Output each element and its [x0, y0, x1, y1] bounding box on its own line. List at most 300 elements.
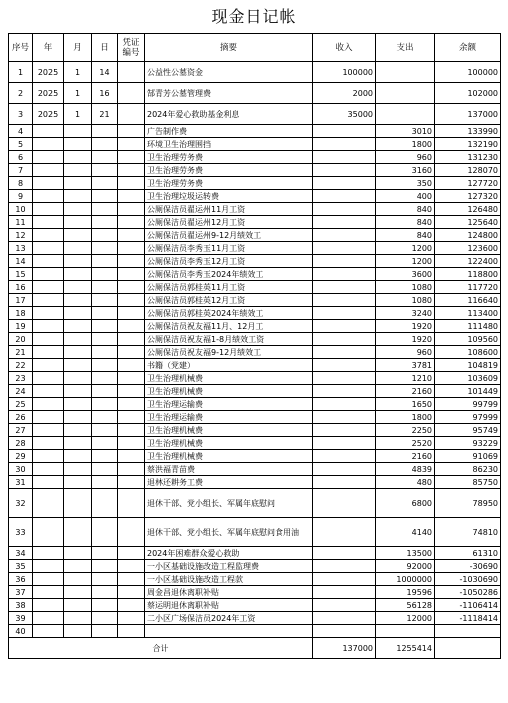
- cell-day: [92, 346, 118, 359]
- table-row: [9, 281, 501, 294]
- cell-expense: 1800: [376, 411, 435, 424]
- cell-voucher: [118, 411, 145, 424]
- cell-voucher: [118, 573, 145, 586]
- cell-year: 2025: [33, 104, 64, 125]
- cell-month: [64, 599, 92, 612]
- table-row: [9, 307, 501, 320]
- cell-day: 21: [92, 104, 118, 125]
- cell-voucher: [118, 125, 145, 138]
- cell-year: 2025: [33, 62, 64, 83]
- cell-year: [33, 547, 64, 560]
- table-row: [9, 476, 501, 489]
- table-row: [9, 586, 501, 599]
- cell-summary: 公厕保洁员郭桂英2024年绩效工: [145, 307, 313, 320]
- cell-income: [313, 437, 376, 450]
- cell-year: [33, 294, 64, 307]
- cell-income: [313, 463, 376, 476]
- cell-day: [92, 573, 118, 586]
- cash-ledger-table: [8, 33, 501, 659]
- cell-seq: 9: [9, 190, 33, 203]
- cell-voucher: [118, 372, 145, 385]
- cell-balance: 131230: [435, 151, 501, 164]
- cell-expense: [376, 62, 435, 83]
- cell-income: [313, 518, 376, 547]
- table-row: [9, 359, 501, 372]
- cell-day: 14: [92, 62, 118, 83]
- cell-year: [33, 411, 64, 424]
- cell-balance: 102000: [435, 83, 501, 104]
- cell-voucher: [118, 294, 145, 307]
- cell-voucher: [118, 83, 145, 104]
- cell-balance: 109560: [435, 333, 501, 346]
- cell-year: [33, 216, 64, 229]
- cell-summary: 卫生治理机械费: [145, 437, 313, 450]
- cell-year: [33, 372, 64, 385]
- table-row: [9, 125, 501, 138]
- cell-expense: 1080: [376, 281, 435, 294]
- cell-voucher: [118, 281, 145, 294]
- cell-income: [313, 255, 376, 268]
- table-row: [9, 83, 501, 104]
- cell-day: [92, 229, 118, 242]
- total-row: [9, 638, 501, 659]
- cell-expense: 960: [376, 346, 435, 359]
- table-row: [9, 424, 501, 437]
- cell-income: [313, 599, 376, 612]
- cell-month: [64, 216, 92, 229]
- cell-year: [33, 255, 64, 268]
- cell-expense: [376, 83, 435, 104]
- cell-seq: 13: [9, 242, 33, 255]
- cell-income: [313, 307, 376, 320]
- cell-seq: 36: [9, 573, 33, 586]
- cell-expense: 3781: [376, 359, 435, 372]
- cell-balance: 118800: [435, 268, 501, 281]
- cell-month: 1: [64, 104, 92, 125]
- cell-day: [92, 307, 118, 320]
- header-year: 年: [33, 34, 64, 62]
- table-row: [9, 547, 501, 560]
- cell-year: [33, 177, 64, 190]
- cell-income: [313, 242, 376, 255]
- cell-voucher: [118, 151, 145, 164]
- cell-month: [64, 307, 92, 320]
- cell-year: [33, 476, 64, 489]
- header-voucher: 凭证编号: [118, 34, 145, 62]
- cell-voucher: [118, 242, 145, 255]
- cell-voucher: [118, 62, 145, 83]
- cell-seq: 11: [9, 216, 33, 229]
- cell-voucher: [118, 216, 145, 229]
- cell-expense: 840: [376, 229, 435, 242]
- table-row: [9, 268, 501, 281]
- cell-voucher: [118, 450, 145, 463]
- table-row: [9, 573, 501, 586]
- cell-income: [313, 294, 376, 307]
- cell-summary: 卫生治理机械费: [145, 372, 313, 385]
- cell-income: 35000: [313, 104, 376, 125]
- cell-year: [33, 190, 64, 203]
- cell-balance: -1118414: [435, 612, 501, 625]
- cell-year: [33, 333, 64, 346]
- cell-income: [313, 489, 376, 518]
- cell-summary: 蔡洪福青苗费: [145, 463, 313, 476]
- cell-income: [313, 190, 376, 203]
- table-row: [9, 625, 501, 638]
- table-row: [9, 333, 501, 346]
- cell-seq: 12: [9, 229, 33, 242]
- cell-voucher: [118, 138, 145, 151]
- cell-summary: 公厕保洁员郭桂英11月工资: [145, 281, 313, 294]
- cell-expense: 3160: [376, 164, 435, 177]
- cell-expense: 19596: [376, 586, 435, 599]
- cell-balance: 108600: [435, 346, 501, 359]
- cell-year: [33, 242, 64, 255]
- cell-year: [33, 424, 64, 437]
- cell-summary: 一小区基础设施改造工程款: [145, 573, 313, 586]
- cell-day: [92, 203, 118, 216]
- cell-summary: 2024年困难群众爱心救助: [145, 547, 313, 560]
- cell-expense: 4839: [376, 463, 435, 476]
- cell-day: [92, 268, 118, 281]
- cell-voucher: [118, 463, 145, 476]
- cell-income: [313, 359, 376, 372]
- cell-year: [33, 437, 64, 450]
- table-row: [9, 190, 501, 203]
- cell-month: [64, 320, 92, 333]
- cell-year: [33, 320, 64, 333]
- cell-seq: 22: [9, 359, 33, 372]
- cell-year: [33, 612, 64, 625]
- table-row: [9, 612, 501, 625]
- cell-income: [313, 385, 376, 398]
- cell-year: [33, 586, 64, 599]
- cell-month: [64, 333, 92, 346]
- cell-year: [33, 450, 64, 463]
- cell-balance: 99799: [435, 398, 501, 411]
- cell-summary: 环境卫生治理围挡: [145, 138, 313, 151]
- table-row: [9, 385, 501, 398]
- cell-expense: 2520: [376, 437, 435, 450]
- cell-seq: 32: [9, 489, 33, 518]
- cell-seq: 33: [9, 518, 33, 547]
- cell-summary: 公厕保洁员郭桂英12月工资: [145, 294, 313, 307]
- cell-month: [64, 372, 92, 385]
- cell-day: [92, 437, 118, 450]
- cell-voucher: [118, 359, 145, 372]
- cell-year: [33, 151, 64, 164]
- cell-seq: 38: [9, 599, 33, 612]
- cell-summary: 公益性公墓资金: [145, 62, 313, 83]
- cell-day: [92, 586, 118, 599]
- cell-day: [92, 320, 118, 333]
- cell-day: [92, 518, 118, 547]
- cell-day: [92, 177, 118, 190]
- cell-voucher: [118, 437, 145, 450]
- cell-day: [92, 372, 118, 385]
- cell-expense: 1920: [376, 320, 435, 333]
- cell-balance: -30690: [435, 560, 501, 573]
- cell-summary: 郜青芳公墓管理费: [145, 83, 313, 104]
- cell-voucher: [118, 398, 145, 411]
- cell-summary: 卫生治理机械费: [145, 424, 313, 437]
- cell-month: [64, 346, 92, 359]
- cell-voucher: [118, 307, 145, 320]
- cell-expense: 2160: [376, 450, 435, 463]
- table-body: [9, 62, 501, 638]
- cell-summary: 广告制作费: [145, 125, 313, 138]
- total-income: 137000: [313, 638, 376, 659]
- cell-summary: 卫生治理劳务费: [145, 151, 313, 164]
- cell-expense: 4140: [376, 518, 435, 547]
- table-row: [9, 164, 501, 177]
- cell-year: [33, 307, 64, 320]
- cell-year: [33, 463, 64, 476]
- cell-summary: 公厕保洁员李秀玉12月工资: [145, 255, 313, 268]
- cell-expense: 960: [376, 151, 435, 164]
- header-month: 月: [64, 34, 92, 62]
- cell-income: [313, 216, 376, 229]
- table-header-row: [9, 34, 501, 62]
- cell-month: [64, 385, 92, 398]
- cell-voucher: [118, 346, 145, 359]
- cell-balance: 116640: [435, 294, 501, 307]
- cell-income: [313, 229, 376, 242]
- cell-day: [92, 255, 118, 268]
- cell-seq: 3: [9, 104, 33, 125]
- cell-expense: 13500: [376, 547, 435, 560]
- cell-expense: [376, 104, 435, 125]
- cell-month: [64, 437, 92, 450]
- cell-expense: [376, 625, 435, 638]
- cell-month: [64, 424, 92, 437]
- cell-summary: 二小区广场保洁员2024年工资: [145, 612, 313, 625]
- cell-month: [64, 125, 92, 138]
- cell-voucher: [118, 177, 145, 190]
- cell-day: [92, 216, 118, 229]
- cell-month: [64, 398, 92, 411]
- cell-day: [92, 242, 118, 255]
- cell-summary: 卫生治理运输费: [145, 411, 313, 424]
- cell-income: [313, 573, 376, 586]
- table-row: [9, 398, 501, 411]
- cell-expense: 840: [376, 203, 435, 216]
- cell-voucher: [118, 190, 145, 203]
- cell-income: 100000: [313, 62, 376, 83]
- cell-income: [313, 281, 376, 294]
- cell-summary: 卫生治理垃圾运转费: [145, 190, 313, 203]
- cell-month: [64, 586, 92, 599]
- cell-expense: 2160: [376, 385, 435, 398]
- table-row: [9, 320, 501, 333]
- cell-month: [64, 229, 92, 242]
- cell-seq: 7: [9, 164, 33, 177]
- cell-seq: 19: [9, 320, 33, 333]
- cell-seq: 30: [9, 463, 33, 476]
- cell-seq: 29: [9, 450, 33, 463]
- cell-day: [92, 625, 118, 638]
- cell-income: [313, 560, 376, 573]
- cell-balance: 113400: [435, 307, 501, 320]
- cell-summary: 2024年爱心救助基金利息: [145, 104, 313, 125]
- cell-income: [313, 625, 376, 638]
- cell-day: [92, 476, 118, 489]
- cell-month: [64, 463, 92, 476]
- cell-seq: 20: [9, 333, 33, 346]
- cell-seq: 25: [9, 398, 33, 411]
- page-title: 现金日记帐: [211, 7, 297, 26]
- cell-month: [64, 489, 92, 518]
- cell-income: [313, 586, 376, 599]
- cell-voucher: [118, 518, 145, 547]
- cell-income: [313, 138, 376, 151]
- cell-day: [92, 560, 118, 573]
- cell-balance: 86230: [435, 463, 501, 476]
- cell-summary: 卫生治理劳务费: [145, 177, 313, 190]
- cell-month: [64, 177, 92, 190]
- cell-year: [33, 560, 64, 573]
- table-row: [9, 560, 501, 573]
- cell-month: [64, 573, 92, 586]
- cell-summary: 公厕保洁员李秀玉2024年绩效工: [145, 268, 313, 281]
- cell-seq: 26: [9, 411, 33, 424]
- cell-month: [64, 612, 92, 625]
- cell-income: [313, 476, 376, 489]
- cell-voucher: [118, 268, 145, 281]
- cell-balance: 127320: [435, 190, 501, 203]
- cell-year: [33, 125, 64, 138]
- cell-seq: 31: [9, 476, 33, 489]
- total-expense: 1255414: [376, 638, 435, 659]
- cell-expense: 1650: [376, 398, 435, 411]
- cell-day: [92, 450, 118, 463]
- cell-month: [64, 476, 92, 489]
- cell-expense: 3600: [376, 268, 435, 281]
- cell-voucher: [118, 489, 145, 518]
- table-row: [9, 450, 501, 463]
- cell-year: [33, 625, 64, 638]
- cell-expense: 6800: [376, 489, 435, 518]
- cell-day: [92, 599, 118, 612]
- cell-expense: 1080: [376, 294, 435, 307]
- cell-day: 16: [92, 83, 118, 104]
- cell-summary: 公厕保洁员祝友福9-12月绩效工: [145, 346, 313, 359]
- cell-voucher: [118, 255, 145, 268]
- cell-income: [313, 151, 376, 164]
- cell-year: [33, 229, 64, 242]
- cell-year: [33, 398, 64, 411]
- cell-day: [92, 190, 118, 203]
- cell-balance: 137000: [435, 104, 501, 125]
- cell-income: [313, 411, 376, 424]
- cell-month: [64, 138, 92, 151]
- cell-balance: 74810: [435, 518, 501, 547]
- cell-year: [33, 518, 64, 547]
- cell-summary: 公厕保洁员翟运州12月工资: [145, 216, 313, 229]
- header-seq: 序号: [9, 34, 33, 62]
- cell-balance: 124800: [435, 229, 501, 242]
- table-row: [9, 151, 501, 164]
- header-income: 收入: [313, 34, 376, 62]
- cell-income: [313, 398, 376, 411]
- cell-voucher: [118, 424, 145, 437]
- table-row: [9, 437, 501, 450]
- table-row: [9, 489, 501, 518]
- cell-voucher: [118, 385, 145, 398]
- header-day: 日: [92, 34, 118, 62]
- table-row: [9, 372, 501, 385]
- cell-income: [313, 320, 376, 333]
- cell-voucher: [118, 599, 145, 612]
- cell-month: [64, 255, 92, 268]
- cell-balance: -1030690: [435, 573, 501, 586]
- cell-summary: [145, 625, 313, 638]
- cell-balance: 133990: [435, 125, 501, 138]
- cell-day: [92, 359, 118, 372]
- total-label: 合计: [9, 638, 313, 659]
- cell-day: [92, 294, 118, 307]
- cell-summary: 公厕保洁员祝友福11月、12月工: [145, 320, 313, 333]
- cell-seq: 24: [9, 385, 33, 398]
- cell-balance: 85750: [435, 476, 501, 489]
- cell-month: [64, 359, 92, 372]
- cell-income: [313, 177, 376, 190]
- cell-seq: 15: [9, 268, 33, 281]
- cell-voucher: [118, 164, 145, 177]
- cell-income: [313, 346, 376, 359]
- cell-day: [92, 281, 118, 294]
- table-row: [9, 518, 501, 547]
- cell-summary: 公厕保洁员李秀玉11月工资: [145, 242, 313, 255]
- cell-month: 1: [64, 83, 92, 104]
- cell-year: [33, 359, 64, 372]
- cell-year: [33, 203, 64, 216]
- cell-month: [64, 151, 92, 164]
- cell-seq: 35: [9, 560, 33, 573]
- cell-summary: 卫生治理劳务费: [145, 164, 313, 177]
- cell-day: [92, 424, 118, 437]
- cell-month: [64, 190, 92, 203]
- cell-day: [92, 138, 118, 151]
- cell-seq: 39: [9, 612, 33, 625]
- cell-voucher: [118, 229, 145, 242]
- cell-income: 2000: [313, 83, 376, 104]
- cell-seq: 6: [9, 151, 33, 164]
- cell-income: [313, 612, 376, 625]
- cell-year: [33, 599, 64, 612]
- cell-month: [64, 560, 92, 573]
- cell-seq: 34: [9, 547, 33, 560]
- cell-balance: 100000: [435, 62, 501, 83]
- cell-year: [33, 346, 64, 359]
- cell-expense: 3010: [376, 125, 435, 138]
- cell-expense: 3240: [376, 307, 435, 320]
- cell-month: [64, 625, 92, 638]
- cell-year: [33, 138, 64, 151]
- cell-year: [33, 573, 64, 586]
- cell-voucher: [118, 333, 145, 346]
- table-row: [9, 216, 501, 229]
- cell-expense: 1000000: [376, 573, 435, 586]
- table-row: [9, 411, 501, 424]
- cell-income: [313, 424, 376, 437]
- table-row: [9, 104, 501, 125]
- cell-voucher: [118, 203, 145, 216]
- cell-summary: 卫生治理运输费: [145, 398, 313, 411]
- table-row: [9, 346, 501, 359]
- table-row: [9, 463, 501, 476]
- cell-income: [313, 203, 376, 216]
